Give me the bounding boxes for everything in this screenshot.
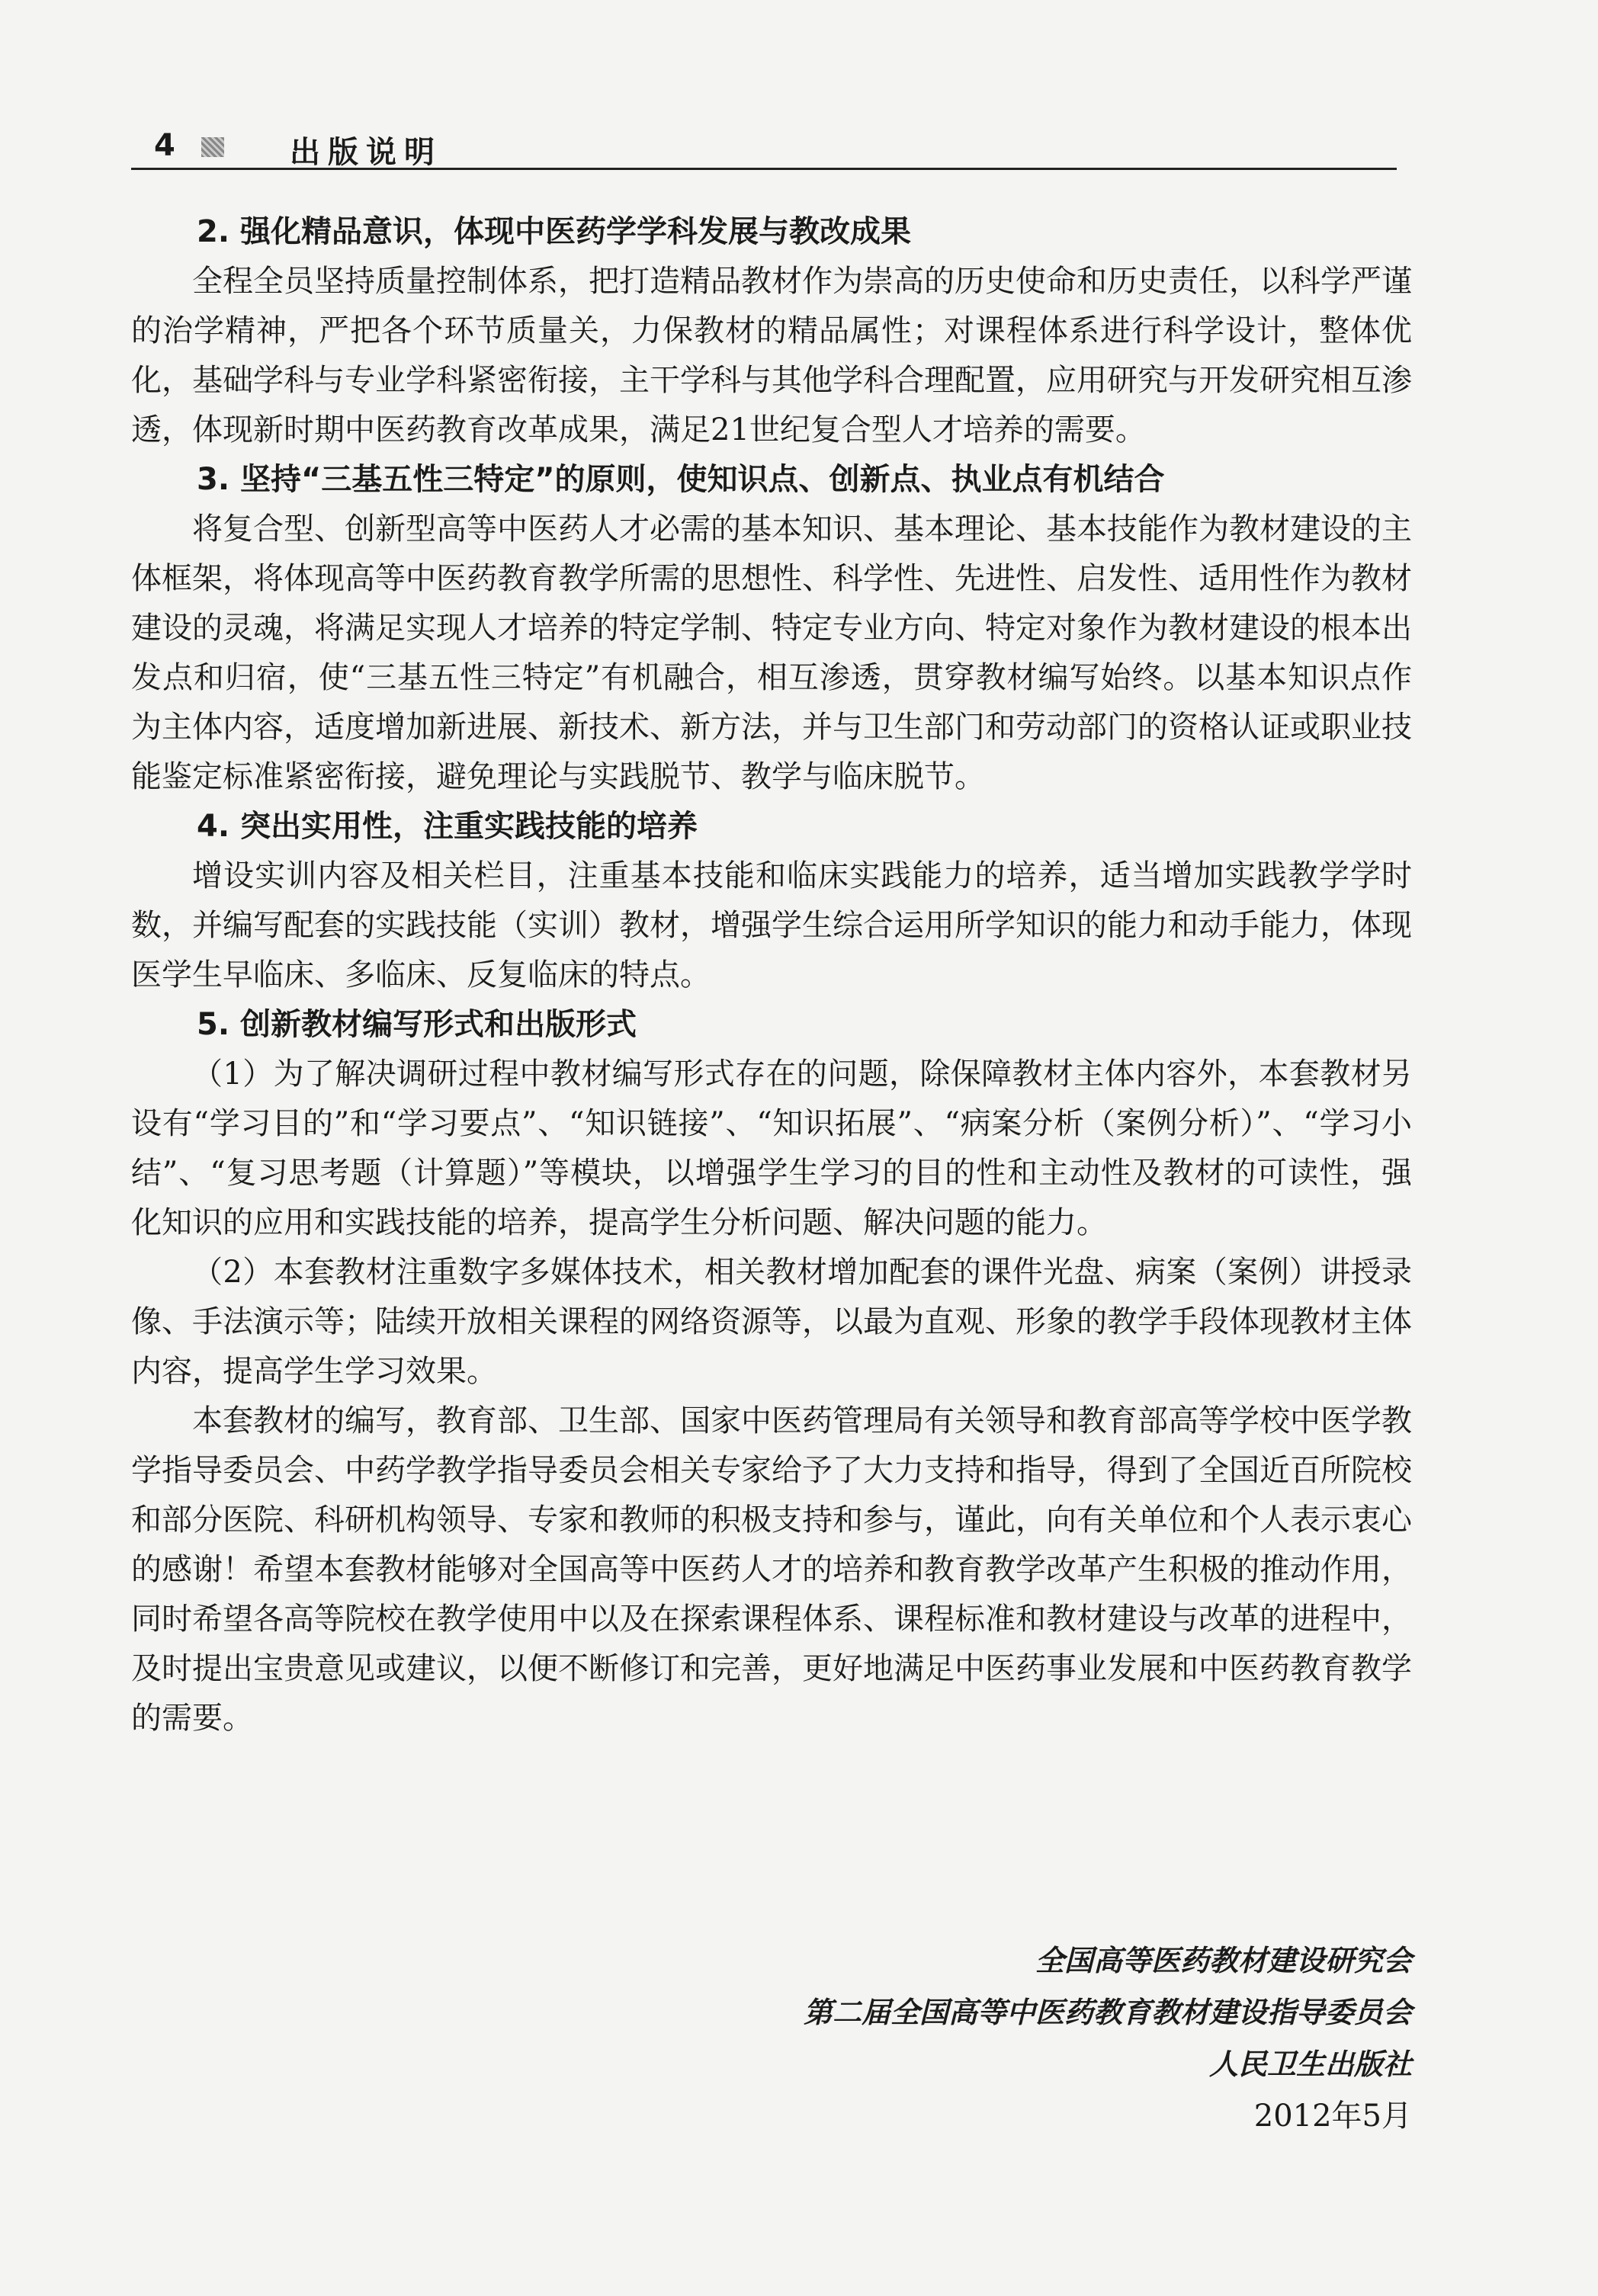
- page-number: 4: [154, 128, 175, 163]
- page-header: [131, 128, 1397, 170]
- section-heading-4: 4. 突出实用性，注重实践技能的培养: [197, 809, 698, 844]
- signature-org-1: 全国高等医药教材建设研究会: [1035, 1944, 1412, 1977]
- section-heading-3: 3. 坚持“三基五性三特定”的原则，使知识点、创新点、执业点有机结合: [197, 462, 1165, 497]
- section-4-paragraph: 增设实训内容及相关栏目，注重基本技能和临床实践能力的培养，适当增加实践教学学时数，并编写配套的实践技能（实训）教材，增强学生综合运用所学知识的能力和动手能力，体现医学生早临床、多临床、反复临床的特点。: [131, 858, 1412, 992]
- section-heading-2: 2. 强化精品意识，体现中医药学学科发展与教改成果: [197, 214, 911, 249]
- section-5-paragraph-2: （2）本套教材注重数字多媒体技术，相关教材增加配套的课件光盘、病案（案例）讲授录像、手法演示等；陆续开放相关课程的网络资源等，以最为直观、形象的教学手段体现教材主体内容，提高学生学习效果。: [131, 1255, 1412, 1389]
- section-heading-5: 5. 创新教材编写形式和出版形式: [197, 1007, 637, 1042]
- signature-date: 2012年5月: [1253, 2099, 1412, 2134]
- section-5-paragraph-1: （1）为了解决调研过程中教材编写形式存在的问题，除保障教材主体内容外，本套教材另设有“学习目的”和“学习要点”、“知识链接”、“知识拓展”、“病案分析（案例分析）”、“学习小结”、“复习思考题（计算题）”等模块，以增强学生学习的目的性和主动性及教材的可读性，强化知识的应用和实践技能的培养，提高学生分析问题、解决问题的能力。: [131, 1057, 1412, 1240]
- section-2-paragraph: 全程全员坚持质量控制体系，把打造精品教材作为崇高的历史使命和历史责任，以科学严谨的治学精神，严把各个环节质量关，力保教材的精品属性；对课程体系进行科学设计，整体优化，基础学科与专业学科紧密衔接，主干学科与其他学科合理配置，应用研究与开发研究相互渗透，体现新时期中医药教育改革成果，满足21世纪复合型人才培养的需要。: [131, 264, 1412, 447]
- page-number-marker: [201, 137, 224, 157]
- signature-org-2: 第二届全国高等中医药教育教材建设指导委员会: [803, 1996, 1412, 2029]
- body-text: [131, 207, 1412, 1743]
- running-title: 出版说明: [290, 135, 442, 170]
- section-3-paragraph: 将复合型、创新型高等中医药人才必需的基本知识、基本理论、基本技能作为教材建设的主体框架，将体现高等中医药教育教学所需的思想性、科学性、先进性、启发性、适用性作为教材建设的灵魂，将满足实现人才培养的特定学制、特定专业方向、特定对象作为教材建设的根本出发点和归宿，使“三基五性三特定”有机融合，相互渗透，贯穿教材编写始终。以基本知识点作为主体内容，适度增加新进展、新技术、新方法，并与卫生部门和劳动部门的资格认证或职业技能鉴定标准紧密衔接，避免理论与实践脱节、教学与临床脱节。: [131, 511, 1412, 794]
- signature-org-3: 人民卫生出版社: [1208, 2047, 1412, 2081]
- closing-paragraph: 本套教材的编写，教育部、卫生部、国家中医药管理局有关领导和教育部高等学校中医学教学指导委员会、中药学教学指导委员会相关专家给予了大力支持和指导，得到了全国近百所院校和部分医院、科研机构领导、专家和教师的积极支持和参与，谨此，向有关单位和个人表示衷心的感谢！希望本套教材能够对全国高等中医药人才的培养和教育教学改革产生积极的推动作用，同时希望各高等院校在教学使用中以及在探索课程体系、课程标准和教材建设与改革的进程中，及时提出宝贵意见或建议，以便不断修订和完善，更好地满足中医药事业发展和中医药教育教学的需要。: [131, 1403, 1412, 1736]
- signature-block: [804, 1935, 1412, 2142]
